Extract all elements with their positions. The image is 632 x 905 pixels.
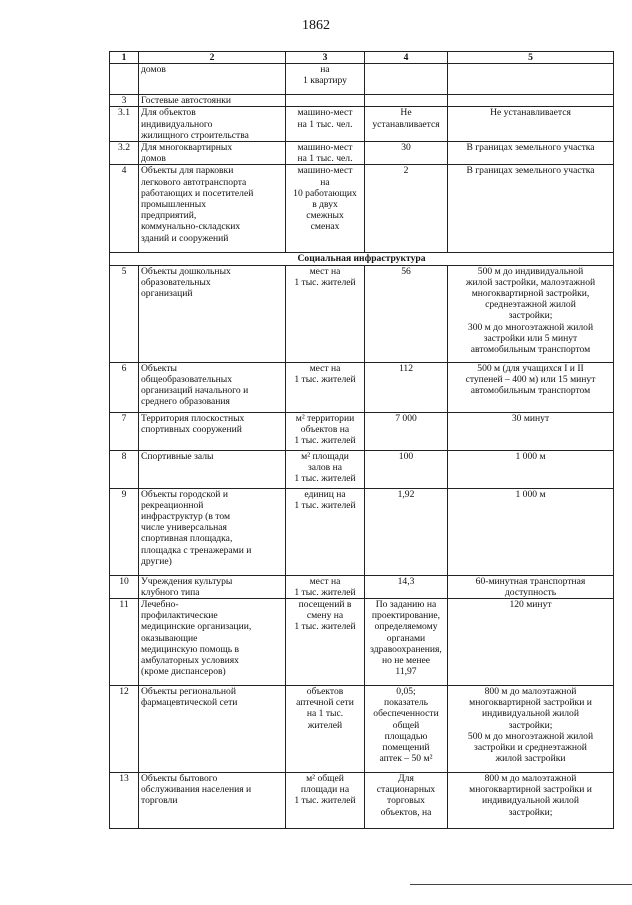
row-number-cell: 12 xyxy=(110,686,139,773)
accessibility-cell xyxy=(448,64,614,95)
standard-value-cell: 112 xyxy=(365,362,448,412)
unit-cell: м² территории объектов на 1 тыс. жителей xyxy=(286,412,365,450)
object-name-cell: Объекты для парковки легкового автотранспорта работающих и посетителей промышленных предприятий, коммунально-складских зданий и сооружений xyxy=(139,165,286,253)
standard-value-cell: 14,3 xyxy=(365,575,448,598)
standard-value-cell: 1,92 xyxy=(365,488,448,575)
table-row xyxy=(110,686,614,773)
table-row xyxy=(110,95,614,107)
table-row xyxy=(110,575,614,598)
standard-value-cell xyxy=(365,64,448,95)
accessibility-cell xyxy=(448,95,614,107)
standards-table xyxy=(109,51,614,829)
accessibility-cell: 500 м (для учащихся I и II ступеней – 400 м) или 15 минут автомобильным транспортом xyxy=(448,362,614,412)
table-row xyxy=(110,142,614,165)
row-number-cell xyxy=(110,64,139,95)
column-number: 3 xyxy=(286,52,365,64)
row-number-cell: 3 xyxy=(110,95,139,107)
object-name-cell: Объекты дошкольных образовательных организаций xyxy=(139,265,286,362)
unit-cell: мест на 1 тыс. жителей xyxy=(286,265,365,362)
object-name-cell: Учреждения культуры клубного типа xyxy=(139,575,286,598)
footer-rule xyxy=(410,884,632,885)
row-number-cell: 13 xyxy=(110,773,139,829)
column-number-row xyxy=(110,52,614,64)
unit-cell: посещений в смену на 1 тыс. жителей xyxy=(286,599,365,686)
column-number: 5 xyxy=(448,52,614,64)
standard-value-cell: Для стационарных торговых объектов, на xyxy=(365,773,448,829)
accessibility-cell: 800 м до малоэтажной многоквартирной застройки и индивидуальной жилой застройки; 500 м до многоэтажной жилой застройки и среднеэтажной жилой застройки xyxy=(448,686,614,773)
column-number: 1 xyxy=(110,52,139,64)
row-number-cell: 11 xyxy=(110,599,139,686)
table-row xyxy=(110,362,614,412)
object-name-cell: Объекты городской и рекреационной инфраструктур (в том числе универсальная спортивная площадка, площадка с тренажерами и другие) xyxy=(139,488,286,575)
section-row xyxy=(110,253,614,265)
unit-cell: машино-мест на 1 тыс. чел. xyxy=(286,107,365,142)
unit-cell: объектов аптечной сети на 1 тыс. жителей xyxy=(286,686,365,773)
accessibility-cell: 60-минутная транспортная доступность xyxy=(448,575,614,598)
table-body xyxy=(110,52,614,829)
accessibility-cell: 120 минут xyxy=(448,599,614,686)
row-number-cell: 9 xyxy=(110,488,139,575)
accessibility-cell: 1 000 м xyxy=(448,450,614,488)
unit-cell: мест на 1 тыс. жителей xyxy=(286,362,365,412)
standard-value-cell: 7 000 xyxy=(365,412,448,450)
object-name-cell: Спортивные залы xyxy=(139,450,286,488)
accessibility-cell: Не устанавливается xyxy=(448,107,614,142)
table-row xyxy=(110,599,614,686)
accessibility-cell: 500 м до индивидуальной жилой застройки, малоэтажной многоквартирной застройки, среднеэтажной жилой застройки; 300 м до многоэтажной жилой застройки или 5 минут автомобильным транспортом xyxy=(448,265,614,362)
standard-value-cell: 30 xyxy=(365,142,448,165)
accessibility-cell: 800 м до малоэтажной многоквартирной застройки и индивидуальной жилой застройки; xyxy=(448,773,614,829)
column-number: 4 xyxy=(365,52,448,64)
object-name-cell: Территория плоскостных спортивных сооружений xyxy=(139,412,286,450)
page-number: 1862 xyxy=(302,18,330,33)
accessibility-cell: В границах земельного участка xyxy=(448,165,614,253)
unit-cell: на 1 квартиру xyxy=(286,64,365,95)
table-row xyxy=(110,488,614,575)
unit-cell: мест на 1 тыс. жителей xyxy=(286,575,365,598)
table-row xyxy=(110,107,614,142)
accessibility-cell: В границах земельного участка xyxy=(448,142,614,165)
table-row xyxy=(110,450,614,488)
table-row xyxy=(110,265,614,362)
unit-cell: единиц на 1 тыс. жителей xyxy=(286,488,365,575)
table-row xyxy=(110,412,614,450)
row-number-cell: 3.2 xyxy=(110,142,139,165)
column-number: 2 xyxy=(139,52,286,64)
accessibility-cell: 1 000 м xyxy=(448,488,614,575)
row-number-cell: 4 xyxy=(110,165,139,253)
unit-cell: м² площади залов на 1 тыс. жителей xyxy=(286,450,365,488)
standard-value-cell: 0,05; показатель обеспеченности общей площадью помещений аптек – 50 м² xyxy=(365,686,448,773)
accessibility-cell: 30 минут xyxy=(448,412,614,450)
unit-cell: машино-мест на 1 тыс. чел. xyxy=(286,142,365,165)
standard-value-cell xyxy=(365,95,448,107)
unit-cell xyxy=(286,95,365,107)
row-number-cell: 7 xyxy=(110,412,139,450)
row-number-cell: 6 xyxy=(110,362,139,412)
object-name-cell: Объекты бытового обслуживания населения и торговли xyxy=(139,773,286,829)
standard-value-cell: 56 xyxy=(365,265,448,362)
unit-cell: м² общей площади на 1 тыс. жителей xyxy=(286,773,365,829)
table-row xyxy=(110,773,614,829)
table-row xyxy=(110,64,614,95)
object-name-cell: Объекты региональной фармацевтической сети xyxy=(139,686,286,773)
standard-value-cell: По заданию на проектирование, определяемому органами здравоохранения, но не менее 11,97 xyxy=(365,599,448,686)
object-name-cell: Объекты общеобразовательных организаций начального и среднего образования xyxy=(139,362,286,412)
object-name-cell: Для объектов индивидуального жилищного строительства xyxy=(139,107,286,142)
row-number-cell: 3.1 xyxy=(110,107,139,142)
row-number-cell: 5 xyxy=(110,265,139,362)
row-number-cell: 10 xyxy=(110,575,139,598)
object-name-cell: Для многоквартирных домов xyxy=(139,142,286,165)
standard-value-cell: Не устанавливается xyxy=(365,107,448,142)
section-title: Социальная инфраструктура xyxy=(110,253,614,265)
object-name-cell: Гостевые автостоянки xyxy=(139,95,286,107)
table-row xyxy=(110,165,614,253)
standard-value-cell: 100 xyxy=(365,450,448,488)
object-name-cell: Лечебно- профилактические медицинские организации, оказывающие медицинскую помощь в амбулаторных условиях (кроме диспансеров) xyxy=(139,599,286,686)
unit-cell: машино-мест на 10 работающих в двух смежных сменах xyxy=(286,165,365,253)
object-name-cell: домов xyxy=(139,64,286,95)
row-number-cell: 8 xyxy=(110,450,139,488)
standard-value-cell: 2 xyxy=(365,165,448,253)
